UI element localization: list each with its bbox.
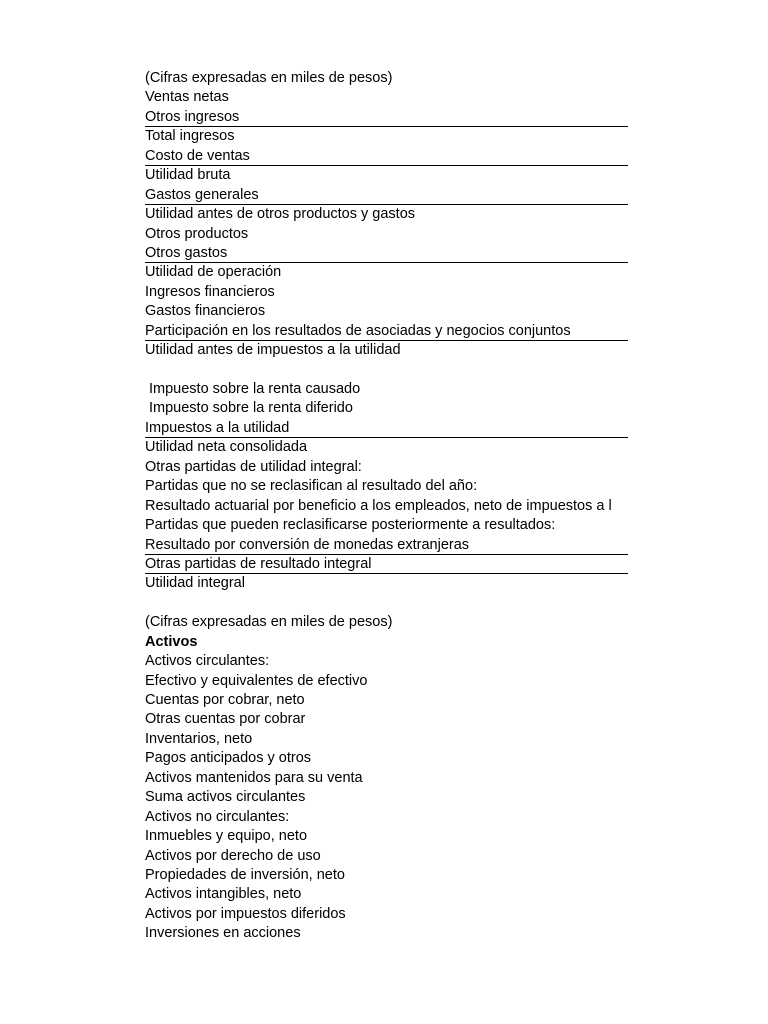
row-activos-no-circulantes: Activos no circulantes: bbox=[145, 808, 290, 825]
row-derecho-de-uso: Activos por derecho de uso bbox=[145, 847, 321, 864]
row-otros-gastos: Otros gastos bbox=[145, 244, 628, 263]
row-otras-cuentas-por-cobrar: Otras cuentas por cobrar bbox=[145, 711, 306, 728]
row-isr-causado: Impuesto sobre la renta causado bbox=[149, 381, 361, 397]
row-utilidad-bruta: Utilidad bruta bbox=[145, 167, 231, 184]
row-total-ingresos: Total ingresos bbox=[145, 128, 235, 145]
row-propiedades-inversion: Propiedades de inversión, neto bbox=[145, 866, 345, 883]
row-ingresos-financieros: Ingresos financieros bbox=[145, 283, 275, 300]
row-otros-ingresos: Otros ingresos bbox=[145, 108, 628, 127]
row-isr-diferido: Impuesto sobre la renta diferido bbox=[149, 400, 353, 417]
row-otras-partidas-utilidad-integral: Otras partidas de utilidad integral: bbox=[145, 458, 362, 475]
row-gastos-generales: Gastos generales bbox=[145, 186, 628, 205]
section-spacer bbox=[145, 594, 628, 613]
row-utilidad-de-operacion: Utilidad de operación bbox=[145, 264, 282, 281]
row-utilidad-neta-consolidada: Utilidad neta consolidada bbox=[145, 439, 308, 456]
income-statement-note: (Cifras expresadas en miles de pesos) bbox=[145, 70, 393, 86]
row-otros-productos: Otros productos bbox=[145, 225, 249, 242]
row-partidas-reclasificarse: Partidas que pueden reclasificarse posteriormente a resultados: bbox=[145, 517, 556, 534]
row-resultado-actuarial: Resultado actuarial por beneficio a los empleados, neto de impuestos a l bbox=[145, 497, 612, 514]
row-partidas-no-reclasifican: Partidas que no se reclasifican al resultado del año: bbox=[145, 478, 478, 495]
row-inversiones-acciones: Inversiones en acciones bbox=[145, 925, 301, 942]
row-suma-activos-circulantes: Suma activos circulantes bbox=[145, 789, 306, 806]
row-efectivo: Efectivo y equivalentes de efectivo bbox=[145, 672, 368, 689]
row-impuestos-utilidad: Impuestos a la utilidad bbox=[145, 419, 628, 438]
row-utilidad-antes-impuestos: Utilidad antes de impuestos a la utilidad bbox=[145, 342, 401, 359]
row-blank bbox=[145, 361, 628, 380]
row-inmuebles-equipo: Inmuebles y equipo, neto bbox=[145, 828, 308, 845]
row-activos-circulantes: Activos circulantes: bbox=[145, 653, 270, 670]
row-ventas-netas: Ventas netas bbox=[145, 89, 229, 106]
row-otras-partidas-resultado: Otras partidas de resultado integral bbox=[145, 555, 628, 574]
row-pagos-anticipados: Pagos anticipados y otros bbox=[145, 750, 312, 767]
row-participacion-asociadas: Participación en los resultados de asociadas y negocios conjuntos bbox=[145, 322, 628, 341]
row-activos-mantenidos-venta: Activos mantenidos para su venta bbox=[145, 769, 363, 786]
row-conversion-monedas: Resultado por conversión de monedas extranjeras bbox=[145, 536, 628, 555]
row-inventarios: Inventarios, neto bbox=[145, 730, 253, 747]
spreadsheet-page bbox=[145, 69, 628, 944]
balance-sheet-note: (Cifras expresadas en miles de pesos) bbox=[145, 614, 393, 631]
row-gastos-financieros: Gastos financieros bbox=[145, 303, 266, 320]
row-impuestos-diferidos: Activos por impuestos diferidos bbox=[145, 905, 346, 922]
row-activos-intangibles: Activos intangibles, neto bbox=[145, 886, 302, 903]
row-costo-de-ventas: Costo de ventas bbox=[145, 147, 628, 166]
balance-sheet-heading: Activos bbox=[145, 633, 198, 650]
row-utilidad-antes-otros: Utilidad antes de otros productos y gastos bbox=[145, 206, 416, 223]
row-utilidad-integral: Utilidad integral bbox=[145, 575, 245, 592]
row-cuentas-por-cobrar: Cuentas por cobrar, neto bbox=[145, 692, 305, 708]
